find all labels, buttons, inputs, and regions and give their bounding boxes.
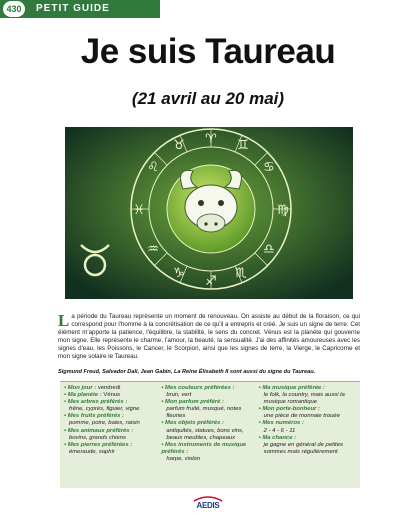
info-entry-numeros: • Mes numéros : 2 - 4 - 6 - 11 [259,420,354,434]
svg-text:♋: ♋ [263,160,275,175]
svg-text:♊: ♊ [237,138,249,153]
intro-paragraph [58,313,360,361]
series-label: PETIT GUIDE [36,3,110,14]
info-entry-chance: • Ma chance : je gagne en général de petites sommes mais régulièrement [259,435,354,456]
zodiac-wheel-image [65,127,353,299]
svg-text:♉: ♉ [173,138,185,153]
info-column-3 [259,385,356,485]
info-entry-arbres: • Mes arbres préférés : frêne, cyprès, figuier, vigne [64,399,159,413]
date-range: (21 avril au 20 mai) [131,89,285,108]
guide-number-badge: 430 [3,1,25,17]
info-entry-pierres: • Mes pierres préférées : émeraude, saphir [64,442,159,456]
info-entry-porte-bonheur: • Mon porte-bonheur : une pièce de monnaie trouée [259,406,354,420]
info-entry-jour: • Mon jour : vendredi [64,385,159,392]
svg-text:♍: ♍ [277,203,289,218]
info-column-2 [161,385,258,485]
publisher-logo [188,495,228,513]
info-entry-fruits: • Mes fruits préférés : pomme, poire, baies, raisin [64,413,159,427]
page-title: Je suis Taureau [80,32,336,71]
svg-text:♈: ♈ [205,132,217,147]
info-entry-planete: • Ma planète : Vénus [64,392,159,399]
drop-cap: L [58,311,70,330]
svg-text:♐: ♐ [205,274,217,289]
intro-text: a période du Taureau représente un moment de renouveau. On assiste au début de la floraison, ce qui correspond pour l'homme à la concrétisation de ce qu'il a entrepris et créé. Je suis un signe de terre. Cet élément m'apporte la patience, l'équilibre, la stabilité, le sens du concret. Vénus est la planète qui gouverne mon signe. Elle représente le charme, l'amour, la beauté, la sensualité. J'ai des affinités amoureuses avec les signes d'eau, les Poissons, le Cancer, le Scorpion, ainsi que les signes de terre, la Vierge, le Capricorne et mon signe solaire le Taureau. [58,313,360,360]
svg-text:♑: ♑ [173,266,185,281]
info-entry-objets: • Mes objets préférés : antiquités, statues, bons vins, beaux meubles, chapeaux [161,420,256,441]
svg-text:♌: ♌ [147,160,159,175]
info-box [60,381,360,488]
info-entry-couleurs: • Mes couleurs préférées : brun, vert [161,385,256,399]
svg-text:♏: ♏ [235,266,247,281]
publisher-name: AEDIS [196,501,220,510]
info-entry-musique: • Ma musique préférée : le folk, la country, mais aussi la musique romantique [259,385,354,406]
info-entry-instruments: • Mes instruments de musique préférés : harpe, violon [161,442,256,463]
info-column-1 [64,385,161,485]
svg-text:♓: ♓ [133,203,145,218]
info-entry-parfum: • Mon parfum préféré : parfum fruité, musqué, notes fleuries [161,399,256,420]
series-band [0,0,160,18]
svg-text:♎: ♎ [263,242,275,257]
info-entry-animaux: • Mes animaux préférés : bovins, grands chiens [64,428,159,442]
zodiac-illustration [65,127,353,299]
svg-text:♒: ♒ [147,242,159,257]
famous-people-line: Sigmund Freud, Salvador Dali, Jean Gabin, La Reine Élisabeth II sont aussi du signe du Taureau. [58,369,316,375]
